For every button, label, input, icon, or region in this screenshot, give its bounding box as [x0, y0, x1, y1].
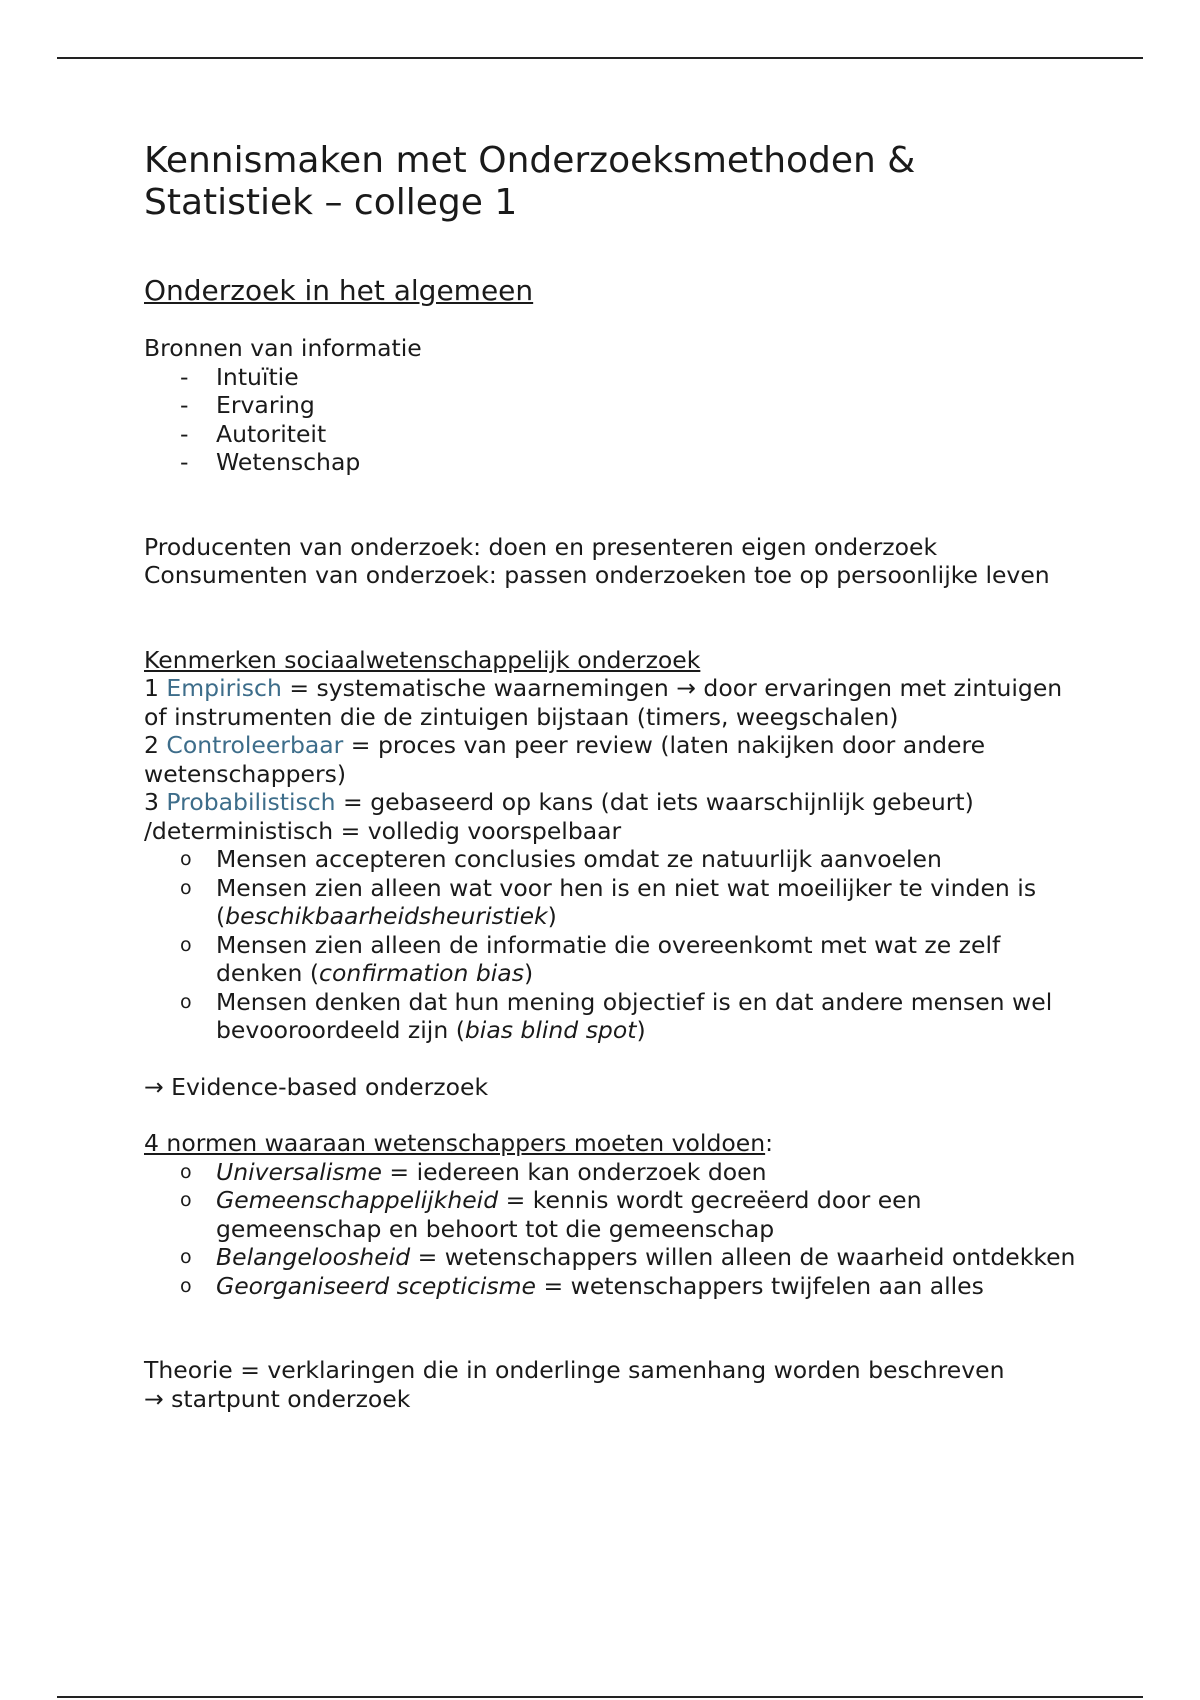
sources-list	[144, 363, 1084, 477]
norm-definition: = kennis wordt gecreëerd door een gemeenschap en behoort tot die gemeenschap	[216, 1186, 922, 1243]
norm-definition: = wetenschappers twijfelen aan alles	[535, 1271, 984, 1300]
list-item	[144, 1272, 1084, 1301]
norms-list	[144, 1158, 1084, 1301]
list-item: - Wetenschap	[144, 448, 1084, 477]
list-item: - Autoriteit	[144, 420, 1084, 449]
bias-term: confirmation bias	[319, 959, 524, 987]
norm-definition: = wetenschappers willen alleen de waarheid ontdekken	[410, 1243, 1076, 1271]
list-item	[144, 1186, 1084, 1243]
bullet-icon: o	[180, 876, 192, 899]
bias-text: Mensen zien alleen de informatie die overeenkomt met wat ze zelf denken (	[216, 930, 1001, 987]
norm-term: Belangeloosheid	[216, 1243, 411, 1271]
list-item	[144, 931, 1084, 988]
consumers-line: Consumenten van onderzoek: passen onderzoeken toe op persoonlijke leven	[144, 561, 1050, 589]
term-controleerbaar: Controleerbaar	[166, 731, 344, 759]
list-item	[144, 1158, 1084, 1187]
list-item	[144, 988, 1084, 1045]
producers-line: Producenten van onderzoek: doen en presenteren eigen onderzoek	[144, 532, 938, 561]
bullet-icon: o	[180, 1274, 192, 1297]
bias-term: bias blind spot	[464, 1016, 637, 1044]
norm-definition: = iedereen kan onderzoek doen	[381, 1157, 767, 1186]
list-item: - Ervaring	[144, 391, 1084, 420]
norm-term: Gemeenschappelijkheid	[216, 1186, 499, 1214]
bias-list	[144, 845, 1084, 1045]
sources-label: Bronnen van informatie	[144, 334, 422, 362]
document-body	[144, 140, 1084, 1413]
bias-term: beschikbaarheidsheuristiek	[225, 902, 548, 930]
list-item	[144, 845, 1084, 874]
bias-suffix: )	[523, 959, 534, 987]
bias-suffix: )	[547, 902, 557, 930]
norm-term: Universalisme	[216, 1157, 382, 1186]
item-number: 2	[144, 731, 167, 759]
bullet-icon: o	[180, 933, 192, 956]
footer-rule	[57, 1696, 1143, 1698]
term-definition: = proces van peer review (laten nakijken door andere wetenschappers)	[144, 731, 986, 788]
list-item	[144, 874, 1084, 931]
list-item	[144, 1243, 1084, 1272]
characteristics-heading: Kenmerken sociaalwetenschappelijk onderzoek	[144, 645, 701, 674]
bullet-icon: o	[180, 1189, 192, 1211]
header-rule	[57, 57, 1143, 59]
characteristic-probabilistic	[144, 788, 1084, 845]
bullet-icon: o	[180, 848, 192, 870]
term-empirisch: Empirisch	[166, 674, 282, 702]
theory-line: Theorie = verklaringen die in onderlinge samenhang worden beschreven	[144, 1356, 1005, 1384]
theory-arrow-line: → startpunt onderzoek	[144, 1384, 411, 1413]
term-probabilistisch: Probabilistisch	[166, 788, 336, 816]
section-heading: Onderzoek in het algemeen	[144, 274, 534, 307]
bias-text: Mensen zien alleen wat voor hen is en niet wat moeilijker te vinden is (	[216, 873, 1037, 930]
bullet-icon: o	[180, 1160, 192, 1183]
evidence-line: → Evidence-based onderzoek	[144, 1072, 489, 1101]
page-title: Kennismaken met Onderzoeksmethoden & Statistiek – college 1	[144, 140, 916, 223]
characteristic-controllable	[144, 731, 1084, 788]
bullet-icon: o	[180, 990, 192, 1013]
norms-heading: 4 normen waaraan wetenschappers moeten voldoen	[144, 1129, 766, 1157]
term-definition: = gebaseerd op kans (dat iets waarschijnlijk gebeurt) /deterministisch = volledig voorspelbaar	[144, 788, 974, 845]
norm-term: Georganiseerd scepticisme	[216, 1271, 536, 1300]
norms-heading-line	[144, 1129, 1084, 1158]
bias-text: Mensen accepteren conclusies omdat ze natuurlijk aanvoelen	[216, 845, 942, 873]
bias-text: Mensen denken dat hun mening objectief is en dat andere mensen wel bevooroordeeld zijn (	[216, 987, 1053, 1044]
list-item: - Intuïtie	[144, 363, 1084, 392]
bias-suffix: )	[636, 1016, 646, 1044]
term-definition: = systematische waarnemingen → door ervaringen met zintuigen of instrumenten die de zintuigen bijstaan (timers, weegschalen)	[144, 674, 1063, 731]
bullet-icon: o	[180, 1246, 192, 1268]
characteristic-empirical	[144, 674, 1084, 731]
item-number: 3	[144, 788, 167, 816]
item-number: 1	[144, 674, 167, 702]
norms-heading-colon: :	[765, 1129, 774, 1157]
